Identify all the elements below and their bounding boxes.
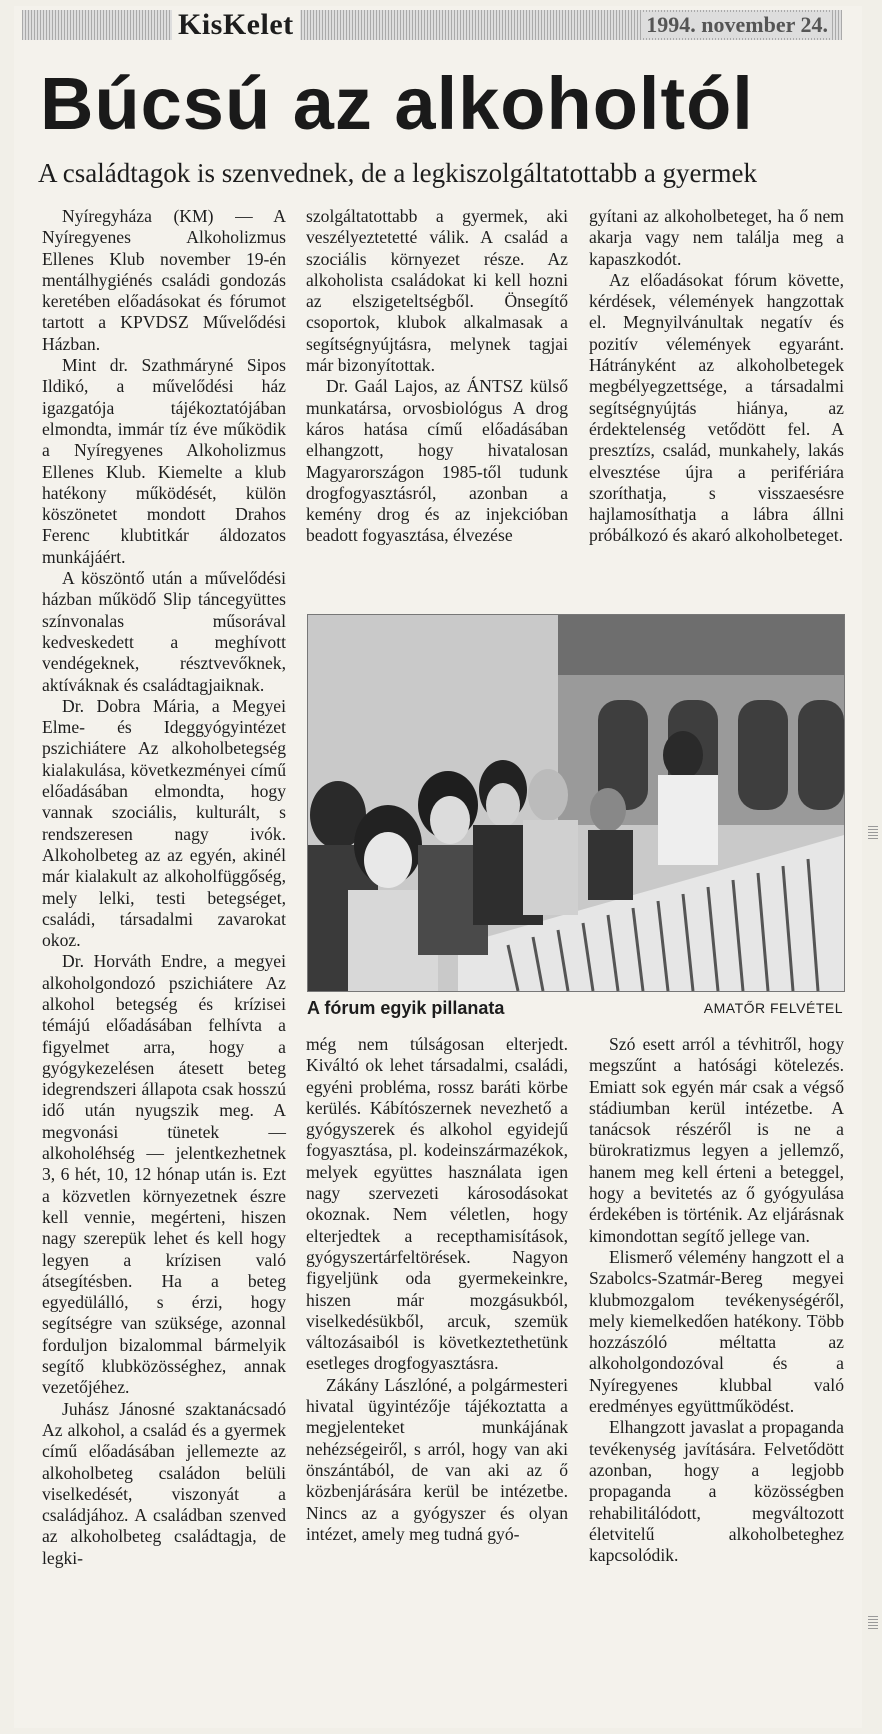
- article-column-2-lower: [306, 1034, 568, 1654]
- caption-text: A fórum egyik pillanata: [307, 997, 505, 1018]
- photo-credit: AMATŐR FELVÉTEL: [703, 1000, 843, 1016]
- article-headline: Búcsú az alkoholtól: [40, 62, 754, 145]
- newspaper-name: KisKelet: [172, 8, 300, 42]
- paragraph: Mint dr. Szathmáryné Sipos Ildikó, a művelődési ház igazgatója tájékoztatójában elmondta, immár tíz éve működik a Nyíregyenes Alkoholizmus Ellenes Klub. Kiemelte a klub hatékony működését, külön köszönetet mondott Drahos Ferenc klubtitkár áldozatos munkájáért.: [42, 355, 286, 567]
- forum-photo: [307, 614, 845, 992]
- article-column-3: [589, 206, 844, 616]
- masthead: [22, 10, 842, 40]
- scan-edge-mark: [868, 1615, 878, 1629]
- paragraph: Dr. Horváth Endre, a megyei alkoholgondozó pszichiátere Az alkohol betegség és krízisei témájú előadásában felhívta a figyelmet arra, hogy a gyógykezelésen átesett beteg idegrendszeri állapota csak hosszú idő után nyugszik meg. A megvonási tünetek — alkoholéhség — jelentkezhetnek 3, 6 hét, 10, 12 hónap után is. Ezt a közvetlen környezetnek észre kell vennie, megérteni, hiszen nagy szerepük lehet és kell hogy legyen a krízisen való átsegítésben. Ha a beteg egyedülálló, s érzi, hogy segítségre van szüksége, azonnal forduljon bizalommal bármelyik segítő klubközösséghez, annak vezetőjéhez.: [42, 951, 286, 1398]
- paragraph: Dr. Gaál Lajos, az ÁNTSZ külső munkatársa, orvosbiológus A drog káros hatása című előadásában elhangzott, hogy hivatalosan Magyarországon 1985-től tudunk drogfogyasztásról, azonban a kemény drog és az injekcióban beadott fogyasztása, élvezése: [306, 376, 568, 546]
- paragraph: Nyíregyháza (KM) — A Nyíregyenes Alkoholizmus Ellenes Klub november 19-én mentálhygiénés családi gondozás keretében előadásokat és fórumot tartott a KPVDSZ Művelődési Házban.: [42, 206, 286, 354]
- photo-illustration: [308, 615, 844, 991]
- paragraph: Elhangzott javaslat a propaganda tevékenység javítására. Felvetődött azonban, hogy a legjobb propaganda a közösségben rehabilitálódott, megváltozott életvitelű alkoholbeteghez kapcsolódik.: [589, 1417, 844, 1566]
- article-column-2: [306, 206, 568, 616]
- newspaper-clipping: [14, 6, 862, 1728]
- article-column-1: [42, 206, 286, 1656]
- photo-caption: [307, 996, 843, 1020]
- paragraph: még nem túlságosan elterjedt. Kiváltó ok lehet társadalmi, családi, egyéni probléma, rossz baráti körbe kerülés. Kábítószernek nevezhető a gyógyszerek és alkohol egyidejű fogyasztása, pl. kodeinszármazékok, melyek együttes használata igen nagy szervezeti károsodásokat okoznak. Nem véletlen, hogy elterjedtek a recepthamisítások, gyógyszertárfeltörések. Nagyon figyeljünk oda gyermekeinkre, hiszen már mozgásukból, viselkedésükből, arcuk, szemük változásaiból is következtethetünk esetleges drogfogyasztásra.: [306, 1034, 568, 1374]
- paragraph: Juhász Jánosné szaktanácsadó Az alkohol, a család és a gyermek című előadásában jellemezte az alkoholbeteg családon belüli viselkedését, viszonyát a családjához. A családban szenved az alkoholbeteg családtagja, de legki-: [42, 1398, 286, 1568]
- paragraph: Elismerő vélemény hangzott el a Szabolcs-Szatmár-Bereg megyei klubmozgalom tevékenységéről, mely kiemelkedően hatékony. Több hozzászóló méltatta az alkoholgondozóval és a Nyíregyenes klubbal való eredményes együttműködést.: [589, 1246, 844, 1417]
- paragraph: Az előadásokat fórum követte, kérdések, vélemények hangzottak el. Megnyilvánultak negatív és pozitív vélemények egyaránt. Hátrányként az alkoholbetegek megbélyegzettsége, a társadalmi segítségnyújtás hiánya, az érdektelenség vetődött fel. A presztízs, család, munkahely, lakás elvesztése újra a perifériára szoríthatja, s visszaesésre hajlamosíthatja a lábra állni próbálkozó és akaró alkoholbeteget.: [589, 269, 844, 546]
- paragraph: Dr. Dobra Mária, a Megyei Elme- és Ideggyógyintézet pszichiátere Az alkoholbetegség kialakulása, következményei című előadásában elmondta, hogy vannak szociális, kulturált, s rendszeresen nagy ivók. Alkoholbeteg az az egyén, akinél már kialakult az alkoholfüggőség, mely lelki, testi betegséget, családi, társadalmi zavarokat okoz.: [42, 695, 286, 951]
- scan-edge-mark: [868, 825, 878, 839]
- publication-date: 1994. november 24.: [642, 12, 832, 38]
- paragraph: A köszöntő után a művelődési házban működő Slip táncegyüttes színvonalas műsorával kedveskedett a meghívott vendégeknek, résztvevőknek, aktíváknak és családtagjaiknak.: [42, 568, 286, 695]
- paragraph: szolgáltatottabb a gyermek, aki veszélyeztetetté válik. A család a szociális környezet része. Az alkoholista családokat ki kell hozni az elszigeteltségből. Önsegítő csoportok, klubok alkalmasak a segítségnyújtásra, melynek tagjai már bizonyítottak.: [306, 206, 568, 376]
- paragraph: gyítani az alkoholbeteget, ha ő nem akarja vagy nem találja meg a kapaszkodót.: [589, 206, 844, 269]
- article-subheadline: A családtagok is szenvednek, de a legkiszolgáltatottabb a gyermek: [38, 158, 758, 188]
- paragraph: Zákány Lászlóné, a polgármesteri hivatal ügyintézője tájékoztatta a megjelenteket munkájának nehézségeiről, s arról, hogy van aki önszántából, de van aki az ő közbenjárására kerül be intézetbe. Nincs az a gyógyszer és olyan intézet, amely meg tudná gyó-: [306, 1374, 568, 1544]
- article-column-3-lower: [589, 1034, 844, 1654]
- paragraph: Szó esett arról a tévhitről, hogy megszűnt a hatósági kötelezés. Emiatt sok egyén már csak a végső stádiumban kerül intézetbe. A tanácsok részéről is ne a bürokratizmus legyen a jellemző, hanem meg kell érteni a beteggel, hogy a bevitetés az ő gyógyulása érdekében is történik. Az eljárásnak kimondottan segítő jellege van.: [589, 1034, 844, 1246]
